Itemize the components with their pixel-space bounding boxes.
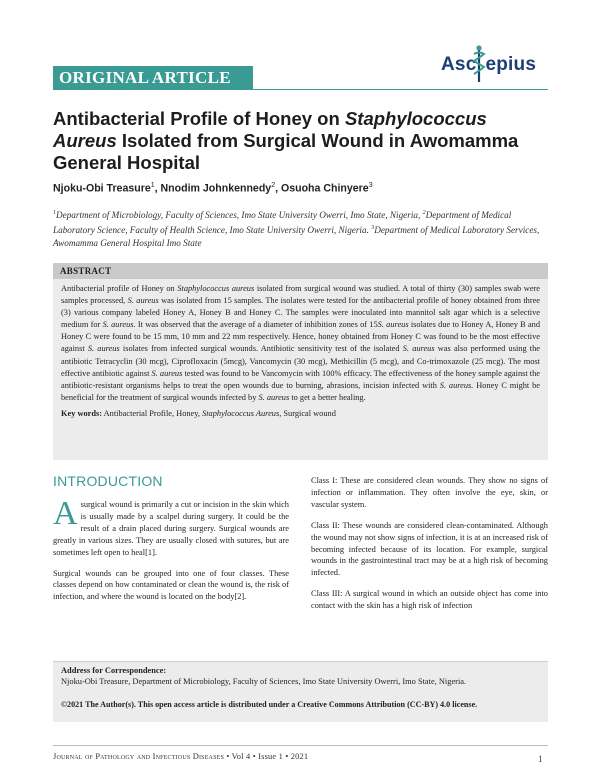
journal-name: Journal of Pathology and Infectious Diseases [53,752,225,761]
paragraph: Class II: These wounds are considered clean-contaminated. Although the wound may not show signs of infection, it is at an increased risk of becoming infected because of its location. For example, surgical wounds in the gastrointestinal tract may be at a high risk of becoming infected. [311,520,548,578]
author-name: Osuoha Chinyere [280,182,369,195]
author-name: Nnodim Johnkennedy [160,182,272,195]
abstract-text: Antibacterial profile of Honey on Staphylococcus aureus isolated from surgical wound was studied. A total of thirty (30) samples swab were samples processed, S. aureus was isolated from 15 samples. The isolates were tested for the antibacterial profile of honey obtained from three (3) various company labeled Honey A, Honey B and Honey C. The samples were inoculated into mannitol salt agar which is a selective medium for S. aureus. It was observed that the average of a diameter of inhibition zones of 15S. aureus isolates due to Honey A, Honey B and Honey C were found to be 15 mm, 10 mm and 22 mm respectively. Hence, honey obtained from Honey C was found to be the most effective against S. aureus isolates from infected surgical wounds. Antibiotic sensitivity test of the isolated S. aureus was also performed using the antibiotic Tetracyclin (30 mcg), Ciprofloxacin (5mcg), Vancomycin (30 mcg), Methicillin (5 mcg), and Co-trimoxazole (25 mcg). The most effective antibiotic against S. aureus tested was found to be Vancomycin with 100% efficacy. The effectiveness of the honey sample against the antibiotic-resistant organisms helps to treat the open wounds due to burning, abrasions, incision infected with S. aureus. Honey C might be beneficial for the treatment of surgical wounds infected by S. aureus to get a better healing. [61,284,541,402]
page-number: 1 [538,754,543,764]
volume: Vol 4 [231,752,251,761]
paragraph: Asurgical wound is primarily a cut or incision in the skin which is usually made by a scalpel during surgery. It could be the result of a drain placed during surgery. Surgical wounds are greatly in various sizes. They are usually closed with sutures, but are sometimes left open to heal[1]. [53,495,289,557]
article-type-label: ORIGINAL ARTICLE [59,68,231,87]
correspondence-box [53,661,548,722]
journal-footer: Journal of Pathology and Infectious Diseases • Vol 4 • Issue 1 • 2021 [53,752,309,761]
abstract-section [53,263,548,460]
paragraph: Class III: A surgical wound in which an outside object has come into contact with the skin has a high risk of infection [311,589,548,611]
keywords: Key words: Antibacterial Profile, Honey, Staphylococcus Aureus, Surgical wound [61,408,336,418]
footer-divider [53,745,548,746]
title-species: Staphylococcus Aureus [53,108,487,151]
year: 2021 [290,752,309,761]
left-column [53,495,289,612]
author-list: Njoku-Obi Treasure$^1$, Nnodim Johnkennedy$^2$, Osuoha Chinyere$^3$ [53,182,373,195]
paragraph: Surgical wounds can be grouped into one of four classes. These classes depend on how contaminated or clean the wound is, the risk of infection, and where the wound is located on the body[2]. [53,568,289,602]
keywords-label: Key words: [61,408,103,418]
author-affiliations: $^1$Department of Microbiology, Faculty of Sciences, Imo State University Owerri, Imo State, Nigeria, $^2$Department of Medical Laboratory Science, Faculty of Health Science, Imo State University Owerri, Nigeria. $^3$Department of Medical Laboratory Services, Awomamma General Hospital Imo State [53,210,540,249]
right-column [311,475,548,621]
correspondence-text: Njoku-Obi Treasure, Department of Microbiology, Faculty of Sciences, Imo State University Owerri, Imo State, Nigeria. [61,677,467,686]
paragraph: Class I: These are considered clean wounds. They show no signs of infection or inflammation. They often involve the eye, skin, or vascular system. [311,476,548,509]
introduction-heading: INTRODUCTION [53,473,163,489]
abstract-heading: ABSTRACT [53,263,548,279]
drop-cap: A [53,495,78,532]
author-name: Njoku-Obi Treasure [53,182,151,195]
issue: Issue 1 [258,752,284,761]
caduceus-icon [471,44,487,84]
copyright-notice: ©2021 The Author(s). This open access article is distributed under a Creative Commons Attribution (CC-BY) 4.0 license. [61,700,478,709]
article-title: Antibacterial Profile of Honey on Staphylococcus Aureus Isolated from Surgical Wound in Awomamma General Hospital [53,108,519,173]
article-type-banner [53,66,253,90]
banner-divider [253,89,548,90]
publisher-logo-text: Asc epius [441,54,537,75]
correspondence-heading: Address for Correspondence: [61,666,167,675]
publisher-logo[interactable] [441,44,553,84]
